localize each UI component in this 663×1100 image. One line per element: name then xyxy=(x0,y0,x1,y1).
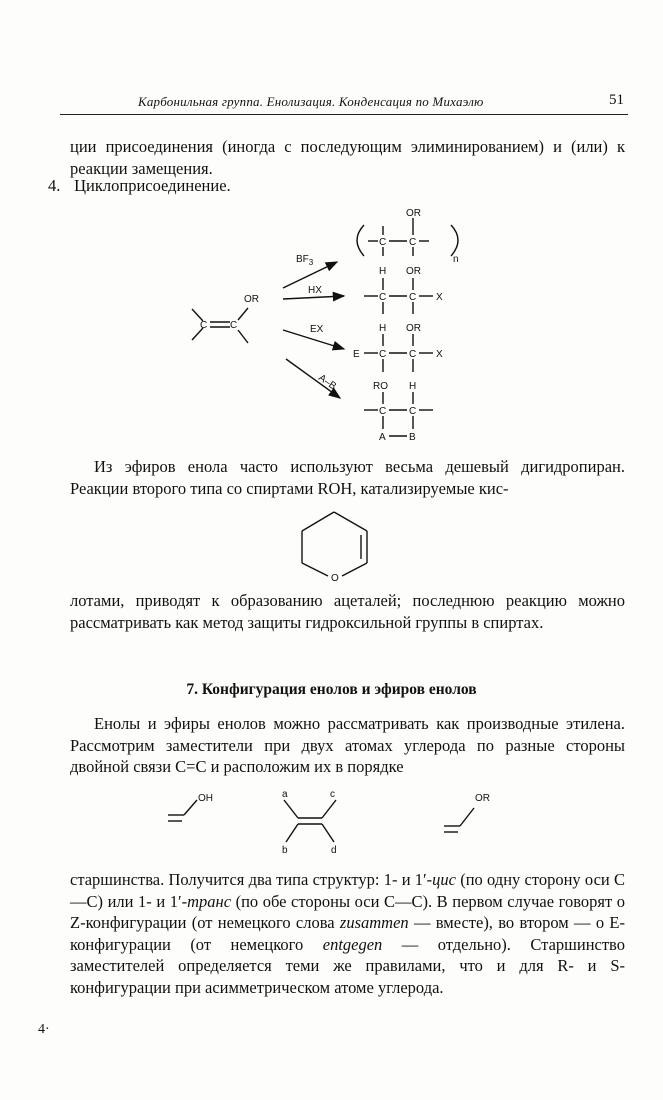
ab-c1: C xyxy=(379,406,387,417)
config-text-2: (по одну сторону оси C—C) или 1- и 1′- xyxy=(70,870,625,911)
list-item xyxy=(48,176,231,196)
config-cis: цис xyxy=(432,870,456,889)
paragraph-config-2 xyxy=(70,869,625,998)
polymer-or: OR xyxy=(406,208,421,219)
ab-c2: C xyxy=(409,406,417,417)
polymer-n: n xyxy=(453,254,459,265)
list-item-text: Циклоприсоединение. xyxy=(74,176,231,195)
enol-configurations xyxy=(168,800,474,842)
ab-ro: RO xyxy=(373,381,388,392)
ex-x: X xyxy=(436,349,443,360)
paragraph-top xyxy=(70,136,625,179)
config-zusammen: zusammen xyxy=(339,913,409,932)
paragraph-dihydropyran-2 xyxy=(70,590,625,633)
ex-h: H xyxy=(379,323,387,334)
enol-oh: OH xyxy=(198,793,213,804)
signature-mark: 4· xyxy=(38,1022,50,1037)
paragraph-dihydropyran-2-text: лотами, приводят к образованию ацеталей; последнюю реакцию можно рассматривать как метод защиты гидроксильной группы в спиртах. xyxy=(70,591,625,632)
reagent-hx: HX xyxy=(308,285,322,296)
config-text-4: — вместе), во втором — о E-конфигурации (от немецкого xyxy=(70,913,625,954)
enol-or: OR xyxy=(475,793,490,804)
running-title: Карбонильная группа. Енолизация. Конденсация по Михаэлю xyxy=(138,94,484,109)
config-trans: транс xyxy=(187,891,232,911)
ex-e: E xyxy=(353,349,360,360)
page-number: 51 xyxy=(609,92,624,108)
section-title: 7. Конфигурация енолов и эфиров енолов xyxy=(186,681,477,698)
config-text-3: (по обе стороны оси C—C). В первом случае говорят о Z-конфигурации (от немецкого слова xyxy=(70,891,625,932)
config-text-5: — отдельно). Старшинство заместителей определяется теми же правилами, что и для R- и S-конфигурации при асимметрическом атоме углерода. xyxy=(70,934,625,997)
list-item-number: 4. xyxy=(48,176,61,195)
hx-x: X xyxy=(436,292,443,303)
dihydropyran-ring xyxy=(302,512,367,576)
paragraph-dihydropyran-1-text: Из эфиров енола часто используют весьма дешевый дигидропиран. Реакции второго типа со спиртами ROH, катализируемые кис- xyxy=(70,457,625,498)
ab-a: A xyxy=(379,432,386,443)
dihydropyran-oxygen: O xyxy=(331,573,339,584)
reagent-ex: EX xyxy=(310,324,324,335)
ab-b: B xyxy=(409,432,416,443)
config-entgegen: entgegen xyxy=(322,934,383,954)
hx-or: OR xyxy=(406,266,421,277)
paragraph-config-2-text xyxy=(70,869,625,998)
sub-c: c xyxy=(330,789,335,800)
polymer-c2: C xyxy=(409,237,417,248)
sub-d: d xyxy=(331,845,337,856)
running-header xyxy=(60,92,628,115)
alkene-or: OR xyxy=(244,294,259,305)
reagent-bf3: $BF_3$ xyxy=(296,254,314,267)
hx-h: H xyxy=(379,266,387,277)
ex-or: OR xyxy=(406,323,421,334)
hx-c1: C xyxy=(379,292,387,303)
paragraph-top-text: ции присоединения (иногда с последующим элиминированием) и (или) к реакции замещения. xyxy=(70,137,625,178)
reagent-ab: A–B xyxy=(316,372,339,393)
sub-b: b xyxy=(282,845,288,856)
ex-c2: C xyxy=(409,349,417,360)
paragraph-config-1 xyxy=(70,713,625,778)
alkene-carbon-2: C xyxy=(230,320,238,331)
paragraph-dihydropyran-1 xyxy=(70,456,625,499)
ex-c1: C xyxy=(379,349,387,360)
hx-c2: C xyxy=(409,292,417,303)
paragraph-config-1-text: Енолы и эфиры енолов можно рассматривать как производные этилена. Рассмотрим заместители при двух атомах углерода по разные стороны двойной связи C=C и расположим их в порядке xyxy=(70,714,625,776)
sub-a: a xyxy=(282,789,288,800)
alkene-carbon-1: C xyxy=(200,320,208,331)
ab-h: H xyxy=(409,381,417,392)
polymer-c1: C xyxy=(379,237,387,248)
config-text-1: старшинства. Получится два типа структур: 1- и 1′- xyxy=(70,870,433,889)
